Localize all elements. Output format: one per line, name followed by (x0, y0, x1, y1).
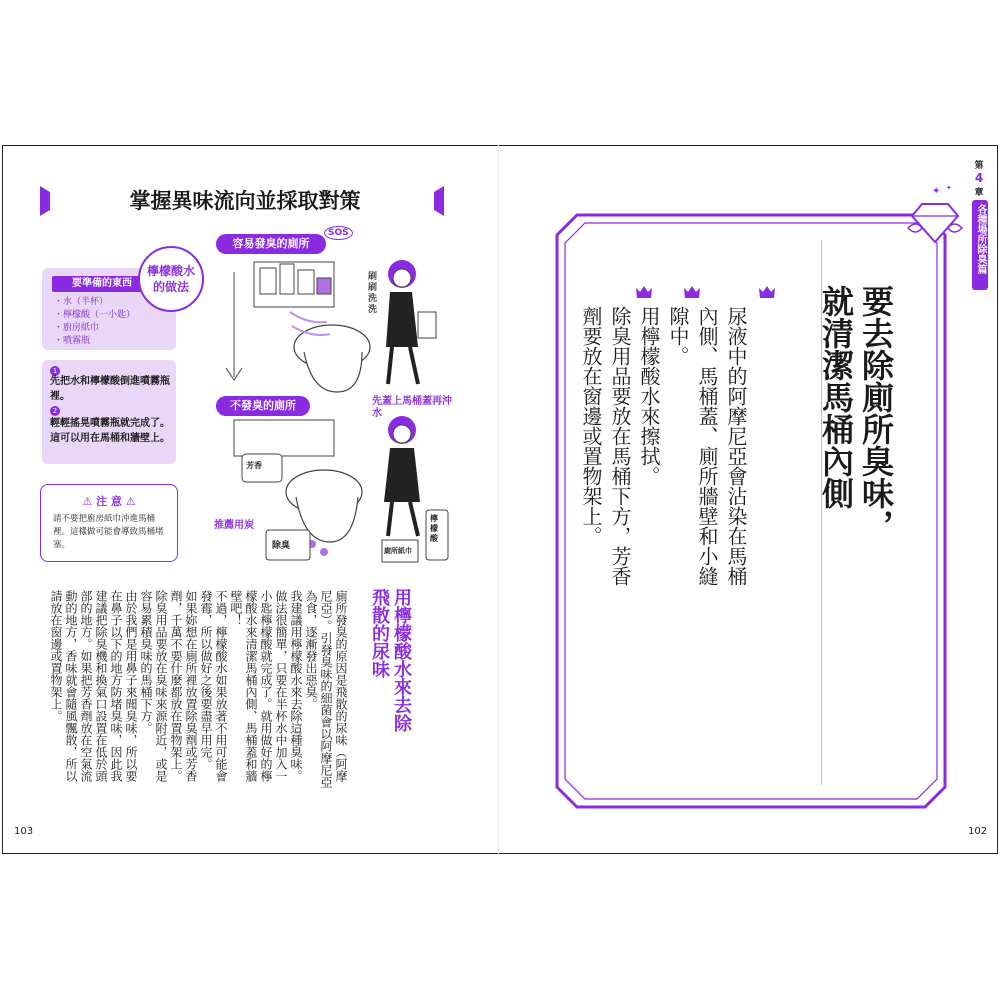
charcoal-box-label: 除臭 (272, 541, 291, 551)
chapter-label (969, 158, 989, 198)
window (234, 420, 334, 456)
scrub-sfx: 刷刷 洗洗 (368, 272, 378, 315)
person-leg (388, 502, 392, 536)
bottle (317, 278, 331, 294)
person-face (393, 425, 411, 443)
method-bubble-text: 檸檬酸水的做法 (147, 264, 196, 294)
right-points (576, 306, 750, 596)
point-item: 尿液中的阿摩尼亞會沾染在馬桶內側、馬桶蓋、廁所牆壁和小縫隙中。 (666, 306, 748, 586)
flush-tip: 先蓋上馬桶蓋再沖水 (372, 396, 452, 419)
left-body (40, 590, 348, 790)
person-leg (388, 347, 392, 384)
method-bubble (138, 246, 204, 312)
deodorizer-label: 芳香 (246, 461, 262, 470)
person-face (393, 269, 411, 287)
toilet-illustration (212, 252, 452, 572)
page-number-right: 102 (968, 826, 988, 837)
paragraph: 不過，檸檬酸水如果放著不用可能會發霉，所以做好之後要盡早用完。 (199, 590, 228, 782)
right-title-line: 就清潔馬桶內側 (817, 285, 855, 509)
bottle (280, 264, 294, 294)
person-leg (410, 347, 418, 384)
warning-icon: ⚠ (125, 495, 136, 508)
bottle (260, 268, 276, 294)
step-text: 先把水和檸檬酸倒進噴霧瓶裡。 (50, 376, 170, 402)
paragraph: 廁所發臭的原因是飛散的尿味（阿摩尼亞）。引發臭味的細菌會以阿摩尼亞為食，逐漸發出惡臭。 (304, 590, 348, 788)
caution-box (40, 484, 178, 562)
clean-toilet-label: 不發臭的廁所 (216, 396, 310, 416)
warning-icon: ⚠ (82, 495, 93, 508)
person-body (386, 292, 418, 347)
right-title (816, 285, 896, 565)
crown-icon (759, 286, 775, 298)
page-fold (498, 145, 499, 854)
flower-dot (320, 548, 328, 556)
section-title: 掌握異味流向並採取對策 (129, 189, 361, 213)
chapter-prefix: 第 (974, 161, 984, 171)
prep-heading: 要準備的東西 (52, 276, 152, 292)
paragraph: 如果妳想在廁所裡放置除臭劑或芳香劑，千萬不要什麼都放在置物架上。除臭用品要放在臭味來源附近，或是容易累積臭味的馬桶下方。 (139, 590, 198, 782)
caution-text: 請不要把廚房紙巾沖進馬桶裡。這樣做可能會導致馬桶堵塞。 (53, 514, 164, 550)
point-item: 用檸檬酸水來擦拭。 (637, 306, 661, 486)
prep-item: ・噴霧瓶 (54, 336, 91, 346)
left-heading: 用檸檬酸水來去除飛散的尿味 (369, 588, 412, 732)
step-number: 2 (50, 406, 60, 416)
sparkle-icon: ✦ (946, 184, 952, 192)
diamond-shape (912, 204, 958, 242)
steps-box (42, 360, 176, 464)
person-leg (410, 502, 418, 536)
chapter-number: 4 (974, 171, 984, 185)
ribbon-loop (908, 224, 922, 232)
prep-item: ・水（半杯） (54, 297, 109, 307)
crown-icon (636, 286, 652, 298)
step-number: 1 (50, 366, 60, 376)
sparkle-icon: ✦ (932, 186, 941, 197)
paragraph: 由於我們是用鼻子來聞臭味，所以要在鼻子以下的地方防堵臭味，因此我建議把除臭機和換氣口設置在低於頭部的地方。如果把芳香劑放在空氣流動的地方，香味就會隨風飄散，所以請放在窗邊或置物架上。 (49, 590, 138, 782)
bottle-label: 檸檬酸 (430, 514, 438, 543)
caution-title: 注 意 (96, 495, 122, 508)
prep-item: ・廚房紙巾 (54, 323, 100, 333)
prep-list (54, 296, 135, 348)
spray-bottle (418, 312, 436, 338)
smell-wave (290, 312, 327, 322)
caution-title-row (41, 493, 177, 509)
chapter-tab (972, 200, 988, 290)
smelly-toilet-label: 容易發臭的廁所 (216, 234, 326, 254)
charcoal-tip: 推薦用炭 (214, 520, 254, 531)
page-number-left: 103 (14, 826, 34, 837)
bottle (298, 270, 314, 294)
toilet-base (304, 352, 362, 392)
crown-icon (684, 286, 700, 298)
ribbon-loop (948, 224, 962, 232)
chapter-tab-text: 各種場所除臭篇 (975, 204, 986, 274)
chapter-suffix: 章 (974, 188, 984, 198)
right-title-line: 要去除廁所臭味， (857, 285, 895, 541)
step-text: 輕輕搖晃噴霧瓶就完成了。這可以用在馬桶和牆壁上。 (50, 418, 170, 444)
diamond-ribbon-icon (902, 182, 968, 248)
point-item: 除臭用品要放在馬桶下方，芳香劑要放在窗邊或置物架上。 (579, 306, 632, 586)
paragraph: 我建議用檸檬酸水來去除這種臭味。做法很簡單，只要在半杯水中加入一小匙檸檬酸就完成了。就用做好的檸檬酸水來清潔馬桶內側、馬桶蓋和牆壁吧！ (229, 590, 303, 782)
tissue-box-label: 廁所紙巾 (384, 547, 412, 555)
person-body (384, 448, 420, 502)
sos-badge: SOS (324, 226, 353, 240)
prep-item: ・檸檬酸（一小匙） (54, 310, 136, 320)
